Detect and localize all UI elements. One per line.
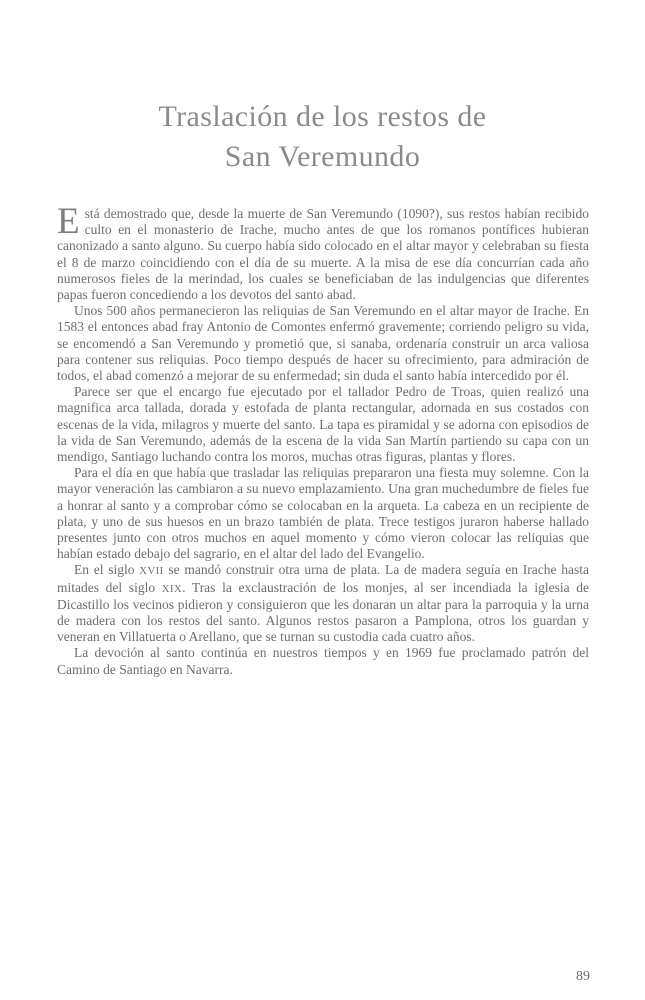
paragraph-2: Unos 500 años permanecieron las reliquias de San Veremundo en el altar mayor de Irache. En 1583 el entonces abad fray Antonio de Comontes enfermó gravemente; corriendo peligro su vida, se encomendó a San Veremundo y prometió que, si sanaba, ordenaría construir un arca valiosa para contener sus reliquias. Poco tiempo después de hacer su ofrecimiento, para admiración de todos, el abad comenzó a mejorar de su enfermedad; sin duda el santo había intercedido por él. — [57, 303, 589, 384]
paragraph-6: La devoción al santo continúa en nuestros tiempos y en 1969 fue proclamado patrón del Camino de Santiago en Navarra. — [57, 645, 589, 677]
roman-numeral-xix: XIX — [161, 582, 183, 595]
article-body — [57, 201, 589, 678]
title-line-2: San Veremundo — [224, 140, 421, 173]
page-number: 89 — [576, 969, 590, 984]
title-line-1: Traslación de los restos de — [158, 100, 487, 133]
paragraph-4: Para el día en que había que trasladar las reliquias prepararon una fiesta muy solemne. Con la mayor veneración las cambiaron a su nuevo emplazamiento. Una gran muchedumbre de fieles fue a honrar al santo y a comprobar cómo se colocaban en la arqueta. La cabeza en un recipiente de plata, y uno de sus huesos en un brazo también de plata. Trece testigos juraron haberse hallado presentes junto con otros muchos en aquel momento y cómo vieron colocar las reliquias que habían estado debajo del sagrario, en el altar del lado del Evangelio. — [57, 465, 589, 562]
paragraph-5-text: se mandó construir otra urna de plata. La de madera seguía en Irache hasta mitades del siglo — [57, 562, 589, 595]
paragraph-5-text: . Tras la exclaustración de los monjes, al ser incendiada la iglesia de Dicastillo los vecinos pidieron y consiguieron que les donaran un altar para la parroquia y la urna de madera con los restos del santo. Algunos restos pasaron a Pamplona, otros los guardan y veneran en Villatuerta o Arellano, que se turnan su custodia cada cuatro años. — [57, 579, 589, 645]
paragraph-1-text: stá demostrado que, desde la muerte de San Veremundo (1090?), sus restos habían recibido culto en el monasterio de Irache, mucho antes de que los romanos pontífices hubieran canonizado a santo alguno. Su cuerpo había sido colocado en el altar mayor y celebraban su fiesta el 8 de marzo coincidiendo con el día de su muerte. A la misa de ese día concurrían cada año numerosos fieles de la merindad, los cuales se beneficiaban de las indulgencias que diferentes papas fueron concediendo a los devotos del santo abad. — [57, 206, 589, 303]
paragraph-5 — [57, 562, 589, 645]
paragraph-1 — [57, 201, 589, 303]
paragraph-3: Parece ser que el encargo fue ejecutado por el tallador Pedro de Troas, quien realizó una magnifica arca tallada, dorada y estofada de planta rectangular, adornada en sus costados con escenas de la vida, milagros y muerte del santo. La tapa es piramidal y se adorna con episodios de la vida de San Veremundo, además de la escena de la vida San Martín partiendo su capa con un mendigo, Santiago luchando contra los moros, muchas otras figuras, plantas y flores. — [57, 384, 589, 465]
drop-cap: E — [57, 201, 80, 242]
page-title — [0, 97, 645, 177]
roman-numeral-xvii: XVII — [139, 565, 164, 578]
paragraph-5-text: En el siglo — [74, 562, 140, 578]
